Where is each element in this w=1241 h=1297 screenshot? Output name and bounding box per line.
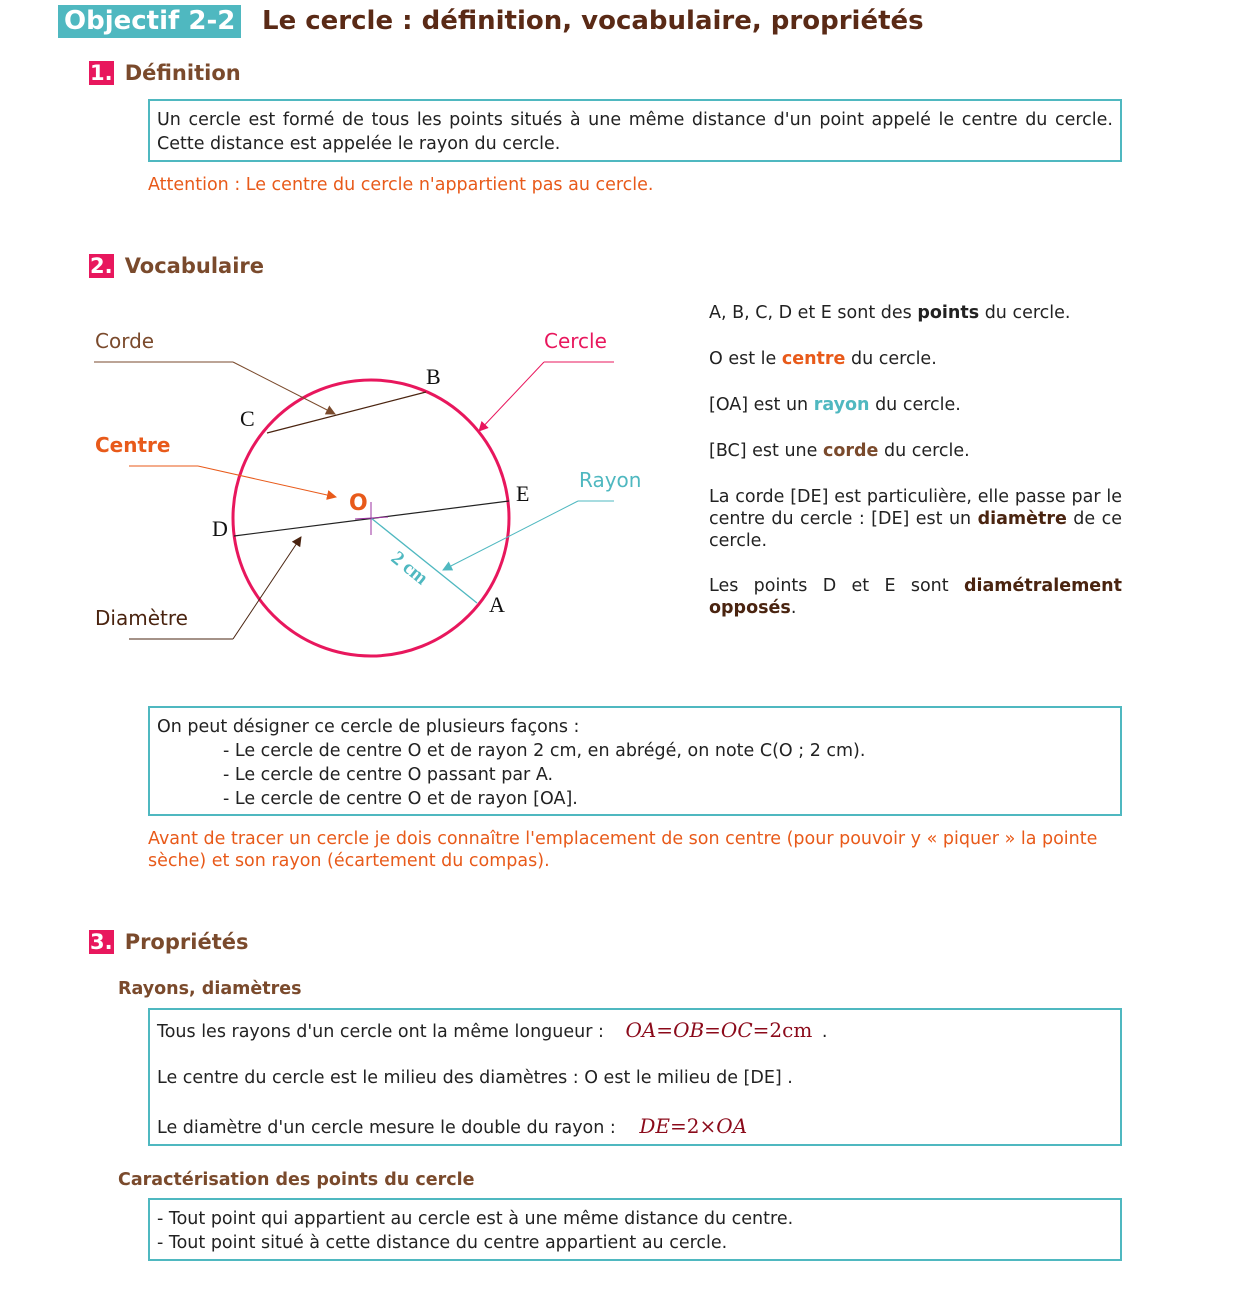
point-a: A [489, 592, 505, 617]
vocab-rayon: [OA] est un rayon du cercle. [709, 395, 961, 415]
section-number: 2. [90, 254, 113, 278]
attention-note: Attention : Le centre du cercle n'appartient pas au cercle. [148, 175, 654, 195]
properties-box [148, 1008, 1122, 1146]
circle-figure [0, 290, 680, 690]
compass-note: Avant de tracer un cercle je dois connaître l'emplacement de son centre (pour pouvoir y « piquer » la pointe sèche) et son rayon (écartement du compas). [148, 829, 1098, 871]
label-diametre: Diamètre [95, 606, 188, 630]
equation-rayons: OA=OB=OC=2cm [625, 1018, 813, 1042]
designation-item: - Le cercle de centre O et de rayon [OA]. [223, 789, 578, 809]
label-corde: Corde [95, 329, 155, 353]
label-cercle: Cercle [544, 329, 607, 353]
designation-item: - Le cercle de centre O passant par A. [223, 765, 554, 785]
caracterisation-item: - Tout point qui appartient au cercle est à une même distance du centre. [157, 1209, 794, 1229]
vocab-centre: O est le centre du cercle. [709, 349, 937, 369]
section-3-heading [89, 930, 248, 954]
subheading-caracterisation: Caractérisation des points du cercle [118, 1170, 475, 1190]
rayon-arrow [443, 501, 578, 570]
cercle-arrow [479, 362, 544, 431]
section-number: 3. [90, 930, 113, 954]
definition-text: Un cercle est formé de tous les points situés à une même distance d'un point appelé le centre du cercle. Cette distance est appelée le rayon du cercle. [157, 110, 1113, 154]
radius-length: 2 cm [386, 546, 433, 590]
caracterisation-box [148, 1198, 1122, 1261]
designation-intro: On peut désigner ce cercle de plusieurs façons : [157, 717, 580, 737]
section-title: Propriétés [124, 930, 249, 954]
section-number: 1. [90, 61, 113, 85]
property-rayons: Tous les rayons d'un cercle ont la même longueur : OA=OB=OC=2cm . [157, 1018, 828, 1042]
vocab-corde: [BC] est une corde du cercle. [709, 441, 970, 461]
vocab-diametre: La corde [DE] est particulière, elle passe par le centre du cercle : [DE] est un diamètre de ce cercle. [709, 487, 1122, 551]
section-title: Vocabulaire [124, 254, 264, 278]
vocab-opposes: Les points D et E sont diamétralement opposés. [709, 576, 1122, 618]
property-double: Le diamètre d'un cercle mesure le double du rayon : DE=2×OA [157, 1114, 748, 1138]
chord-bc [267, 392, 426, 433]
point-e: E [516, 481, 530, 506]
designation-item: - Le cercle de centre O et de rayon 2 cm, en abrégé, on note C(O ; 2 cm). [223, 741, 866, 761]
page-title: Le cercle : définition, vocabulaire, propriétés [262, 6, 924, 36]
property-milieu: Le centre du cercle est le milieu des diamètres : O est le milieu de [DE] . [157, 1068, 793, 1088]
point-c: C [240, 406, 255, 431]
vocabulary-list [709, 302, 1122, 619]
vocab-points: A, B, C, D et E sont des points du cercle. [709, 303, 1071, 323]
point-b: B [426, 364, 441, 389]
section-1-heading [89, 61, 241, 85]
designation-box [148, 706, 1122, 816]
point-o: O [349, 491, 368, 516]
centre-arrow [198, 466, 336, 497]
definition-box [148, 99, 1122, 162]
label-rayon: Rayon [579, 468, 642, 492]
section-title: Définition [124, 61, 241, 85]
diametre-arrow [233, 537, 301, 639]
label-centre: Centre [95, 433, 171, 457]
point-d: D [212, 516, 228, 541]
objective-badge: Objectif 2-2 [58, 5, 241, 38]
subheading-rayons: Rayons, diamètres [118, 979, 302, 999]
caracterisation-item: - Tout point situé à cette distance du centre appartient au cercle. [157, 1233, 728, 1253]
equation-diametre: DE=2×OA [639, 1114, 748, 1138]
section-2-heading [89, 254, 264, 278]
